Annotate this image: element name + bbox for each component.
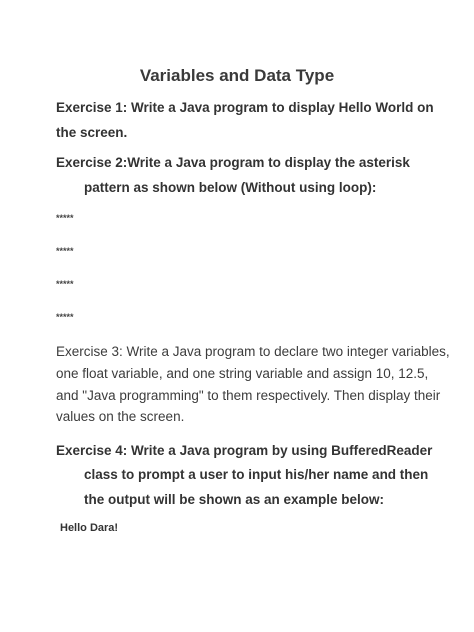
- exercise-1-line-2: the screen.: [56, 125, 128, 140]
- exercise-1-line-1: Exercise 1: Write a Java program to display Hello World on: [56, 100, 434, 115]
- asterisk-pattern-row-3: *****: [56, 279, 74, 289]
- exercise-3-line-4: values on the screen.: [56, 409, 185, 424]
- exercise-3-line-3: and "Java programming" to them respectively. Then display their: [56, 388, 441, 403]
- asterisk-pattern-row-2: *****: [56, 246, 74, 256]
- exercise-3-line-2: one float variable, and one string variable and assign 10, 12.5,: [56, 366, 429, 381]
- asterisk-pattern-row-4: *****: [56, 312, 74, 322]
- exercise-4-line-2: class to prompt a user to input his/her name and then: [84, 467, 429, 482]
- page-title: Variables and Data Type: [139, 66, 335, 85]
- exercise-4-line-3: the output will be shown as an example below:: [84, 492, 385, 507]
- example-output: Hello Dara!: [60, 522, 119, 534]
- exercise-3-line-1: Exercise 3: Write a Java program to declare two integer variables,: [56, 344, 450, 359]
- asterisk-pattern-row-1: *****: [56, 213, 74, 223]
- exercise-2-line-2: pattern as shown below (Without using loop):: [84, 180, 377, 195]
- exercise-2-line-1: Exercise 2:Write a Java program to display the asterisk: [56, 155, 410, 170]
- exercise-4-line-1: Exercise 4: Write a Java program by using BufferedReader: [56, 443, 433, 458]
